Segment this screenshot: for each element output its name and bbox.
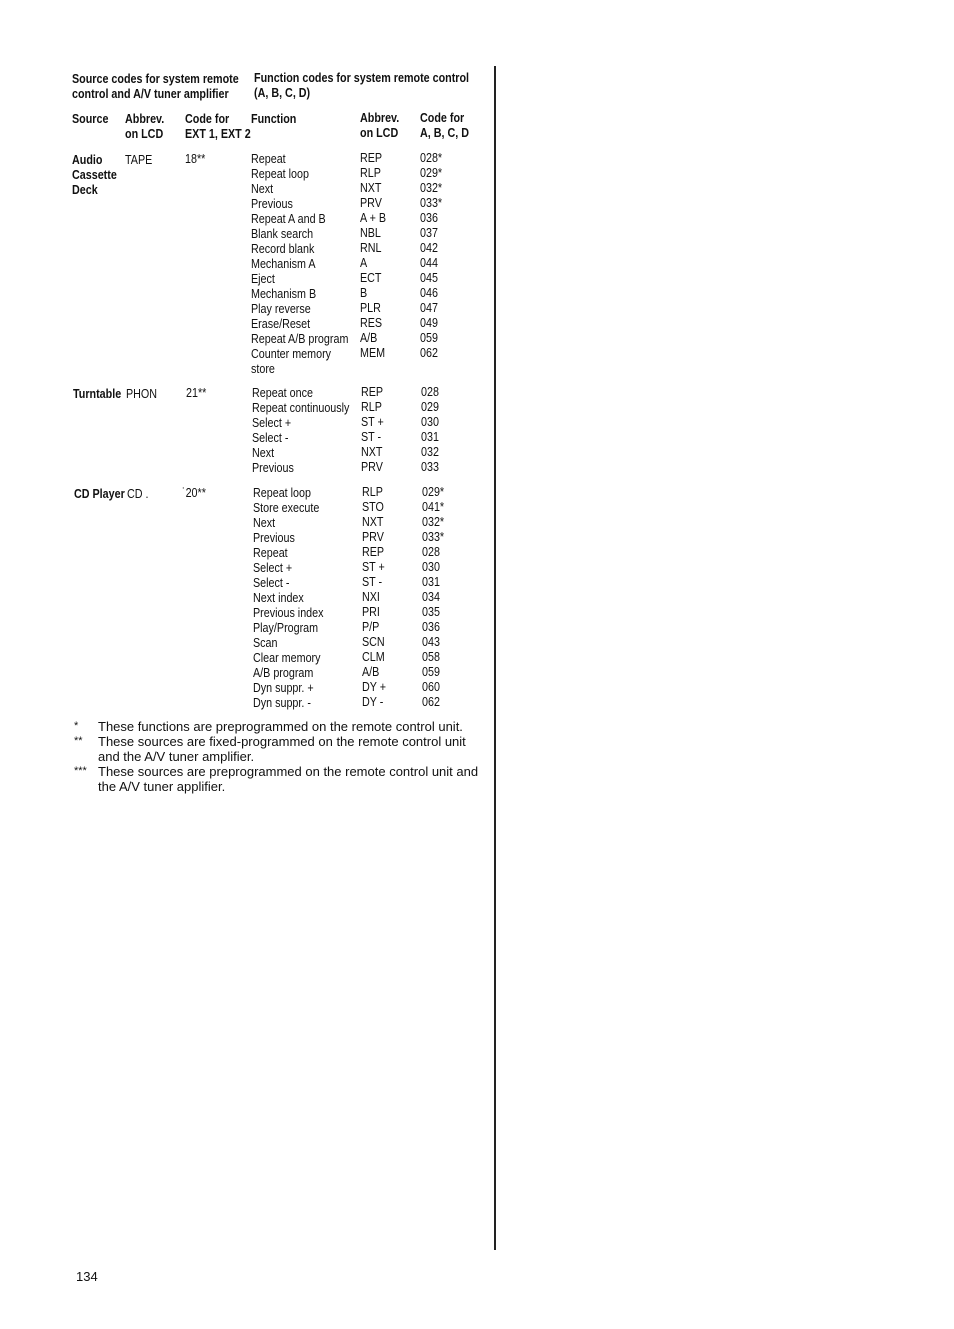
- col-header-code-abcd: Code for A, B, C, D: [420, 111, 469, 140]
- source-code: ˙20**: [182, 486, 206, 500]
- footnotes: [74, 719, 484, 794]
- footnote-mark: *: [74, 720, 79, 732]
- source-name: Turntable: [73, 387, 122, 401]
- source-name: CD Player: [74, 487, 125, 501]
- col-header-code-ext: Code for EXT 1, EXT 2: [185, 112, 251, 141]
- function-code-list: 028* 029* 032* 033* 036 037 042 044 045 046 047 049 059 062: [420, 151, 443, 360]
- source-codes-title-line: Source codes for system remote: [72, 72, 239, 86]
- column-divider: [494, 66, 496, 1250]
- function-abbrev-list: RLP STO NXT PRV REP ST + ST - NXI PRI P/P SCN CLM A/B DY + DY -: [362, 485, 387, 709]
- page-number: 134: [76, 1269, 98, 1284]
- footnote-mark: ***: [74, 765, 87, 777]
- footnote-text: These functions are preprogrammed on the remote control unit.: [98, 719, 463, 734]
- source-abbrev: PHON: [126, 387, 158, 401]
- function-codes-title-line: Function codes for system remote control: [254, 71, 470, 85]
- source-name: Audio Cassette Deck: [72, 153, 117, 197]
- footnote: [74, 719, 484, 734]
- function-list: Repeat loop Store execute Next Previous Repeat Select + Select - Next index Previous index Play/Program Scan Clear memory A/B program Dyn suppr. + Dyn suppr. -: [253, 486, 324, 710]
- source-codes-title: [72, 72, 239, 102]
- source-code: 21**: [186, 386, 207, 400]
- function-list: Repeat Repeat loop Next Previous Repeat A and B Blank search Record blank Mechanism A Eject Mechanism B Play reverse Erase/Reset Repeat A/B program Counter memory store: [251, 152, 349, 376]
- source-codes-title-line: control and A/V tuner amplifier: [72, 87, 229, 101]
- function-list: Repeat once Repeat continuously Select + Select - Next Previous: [252, 386, 350, 475]
- source-code: 18**: [185, 152, 206, 166]
- col-header-source: Source: [72, 112, 109, 126]
- footnote: [74, 734, 484, 764]
- col-header-function: Function: [251, 112, 297, 126]
- footnote-mark: **: [74, 735, 83, 747]
- function-code-list: 029* 041* 032* 033* 028 030 031 034 035 036 043 058 059 060 062: [422, 485, 445, 709]
- function-code-list: 028 029 030 031 032 033: [421, 385, 439, 474]
- footnote-text: These sources are fixed-programmed on the remote control unit and the A/V tuner amplifier.: [98, 734, 466, 764]
- function-abbrev-list: REP RLP ST + ST - NXT PRV: [361, 385, 384, 474]
- col-header-abbrev-source: Abbrev. on LCD: [125, 112, 165, 141]
- col-header-abbrev-function: Abbrev. on LCD: [360, 111, 400, 140]
- function-abbrev-list: REP RLP NXT PRV A + B NBL RNL A ECT B PLR RES A/B MEM: [360, 151, 387, 360]
- function-codes-title-line: (A, B, C, D): [254, 86, 311, 100]
- footnote-text: These sources are preprogrammed on the remote control unit and the A/V tuner applifier.: [98, 764, 479, 794]
- source-abbrev: CD .: [127, 487, 149, 501]
- footnote: [74, 764, 484, 794]
- function-codes-title: [254, 71, 469, 101]
- source-abbrev: TAPE: [125, 153, 153, 167]
